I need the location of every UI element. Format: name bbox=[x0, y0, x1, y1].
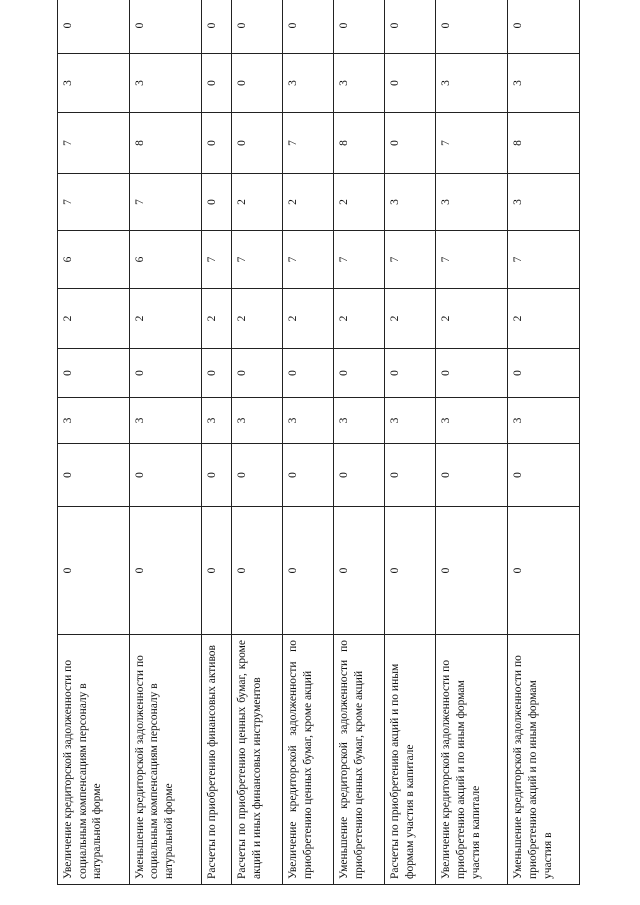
cell-value: 0 bbox=[58, 0, 130, 54]
cell-value: 7 bbox=[58, 174, 130, 231]
cell-value: 3 bbox=[201, 398, 231, 444]
cell-value: 0 bbox=[201, 349, 231, 398]
rotated-table-wrapper bbox=[57, 22, 580, 885]
cell-value: 7 bbox=[508, 231, 580, 289]
cell-value: 3 bbox=[58, 398, 130, 444]
cell-value: 3 bbox=[129, 398, 201, 444]
row-label: Расчеты по приобретению финансовых активов bbox=[201, 635, 231, 885]
cell-value: 0 bbox=[231, 0, 282, 54]
cell-value: 0 bbox=[508, 349, 580, 398]
cell-value: 0 bbox=[334, 0, 385, 54]
cell-value: 0 bbox=[58, 349, 130, 398]
cell-value: 2 bbox=[231, 174, 282, 231]
cell-value: 7 bbox=[231, 231, 282, 289]
cell-value: 0 bbox=[436, 444, 508, 507]
row-label: Уменьшение кредиторской задолженности по приобретению ценных бумаг, кроме акций bbox=[334, 635, 385, 885]
cell-value: 3 bbox=[508, 174, 580, 231]
cell-value: 0 bbox=[385, 54, 436, 113]
cell-value: 2 bbox=[283, 289, 334, 349]
cell-value: 0 bbox=[283, 507, 334, 635]
cell-value: 7 bbox=[283, 231, 334, 289]
table-row bbox=[129, 0, 201, 885]
cell-value: 0 bbox=[334, 507, 385, 635]
cell-value: 0 bbox=[201, 0, 231, 54]
cell-value: 0 bbox=[508, 444, 580, 507]
cell-value: 0 bbox=[385, 444, 436, 507]
cell-value: 7 bbox=[334, 231, 385, 289]
cell-value: 0 bbox=[508, 0, 580, 54]
cell-value: 6 bbox=[129, 231, 201, 289]
table-row bbox=[508, 0, 580, 885]
cell-value: 2 bbox=[436, 289, 508, 349]
cell-value: 0 bbox=[436, 0, 508, 54]
table-row bbox=[436, 0, 508, 885]
cell-value: 0 bbox=[334, 349, 385, 398]
cell-value: 0 bbox=[201, 174, 231, 231]
cell-value: 2 bbox=[334, 289, 385, 349]
cell-value: 8 bbox=[508, 113, 580, 174]
cell-value: 7 bbox=[283, 113, 334, 174]
cell-value: 7 bbox=[385, 231, 436, 289]
table-row bbox=[231, 0, 282, 885]
cell-value: 0 bbox=[385, 507, 436, 635]
cell-value: 3 bbox=[508, 54, 580, 113]
cell-value: 2 bbox=[508, 289, 580, 349]
cell-value: 2 bbox=[129, 289, 201, 349]
cell-value: 7 bbox=[436, 231, 508, 289]
cell-value: 7 bbox=[436, 113, 508, 174]
table-row bbox=[58, 0, 130, 885]
cell-value: 0 bbox=[129, 507, 201, 635]
cell-value: 0 bbox=[334, 444, 385, 507]
cell-value: 0 bbox=[231, 349, 282, 398]
cell-value: 0 bbox=[231, 113, 282, 174]
table-row bbox=[385, 0, 436, 885]
cell-value: 2 bbox=[58, 289, 130, 349]
cell-value: 0 bbox=[58, 507, 130, 635]
row-label: Увеличение кредиторской задолженности по социальным компенсациям персоналу в натуральной форме bbox=[58, 635, 130, 885]
row-label: Уменьшение кредиторской задолженности по приобретению акций и по иным формам участия в bbox=[508, 635, 580, 885]
cell-value: 0 bbox=[436, 507, 508, 635]
cell-value: 3 bbox=[385, 174, 436, 231]
cell-value: 0 bbox=[508, 507, 580, 635]
cell-value: 0 bbox=[201, 113, 231, 174]
cell-value: 0 bbox=[283, 0, 334, 54]
row-label: Увеличение кредиторской задолженности по приобретению акций и по иным формам участия в капитале bbox=[436, 635, 508, 885]
cell-value: 3 bbox=[129, 54, 201, 113]
cell-value: 6 bbox=[58, 231, 130, 289]
table-row bbox=[201, 0, 231, 885]
cell-value: 3 bbox=[385, 398, 436, 444]
cell-value: 3 bbox=[436, 398, 508, 444]
cell-value: 3 bbox=[436, 54, 508, 113]
cell-value: 3 bbox=[334, 398, 385, 444]
cell-value: 0 bbox=[58, 444, 130, 507]
row-label: Расчеты по приобретению ценных бумаг, кроме акций и иных финансовых инструментов bbox=[231, 635, 282, 885]
cell-value: 7 bbox=[129, 174, 201, 231]
cell-value: 3 bbox=[508, 398, 580, 444]
cell-value: 0 bbox=[129, 349, 201, 398]
cell-value: 3 bbox=[231, 398, 282, 444]
cell-value: 0 bbox=[129, 0, 201, 54]
cell-value: 0 bbox=[231, 54, 282, 113]
cell-value: 3 bbox=[436, 174, 508, 231]
cell-value: 0 bbox=[231, 507, 282, 635]
cell-value: 0 bbox=[385, 0, 436, 54]
row-label: Увеличение кредиторской задолженности по приобретению ценных бумаг, кроме акций bbox=[283, 635, 334, 885]
cell-value: 3 bbox=[58, 54, 130, 113]
cell-value: 2 bbox=[385, 289, 436, 349]
cell-value: 0 bbox=[201, 444, 231, 507]
table-row bbox=[283, 0, 334, 885]
cell-value: 0 bbox=[201, 54, 231, 113]
cell-value: 0 bbox=[436, 349, 508, 398]
cell-value: 2 bbox=[231, 289, 282, 349]
table-row bbox=[334, 0, 385, 885]
cell-value: 0 bbox=[385, 349, 436, 398]
cell-value: 3 bbox=[283, 54, 334, 113]
cell-value: 0 bbox=[201, 507, 231, 635]
cell-value: 2 bbox=[334, 174, 385, 231]
cell-value: 3 bbox=[334, 54, 385, 113]
cell-value: 2 bbox=[283, 174, 334, 231]
cell-value: 7 bbox=[58, 113, 130, 174]
cell-value: 0 bbox=[283, 349, 334, 398]
data-table bbox=[57, 0, 580, 885]
cell-value: 0 bbox=[231, 444, 282, 507]
cell-value: 0 bbox=[283, 444, 334, 507]
cell-value: 8 bbox=[334, 113, 385, 174]
row-label: Уменьшение кредиторской задолженности по социальным компенсациям персоналу в натуральной форме bbox=[129, 635, 201, 885]
row-label: Расчеты по приобретению акций и по иным формам участия в капитале bbox=[385, 635, 436, 885]
cell-value: 0 bbox=[129, 444, 201, 507]
cell-value: 0 bbox=[385, 113, 436, 174]
cell-value: 8 bbox=[129, 113, 201, 174]
cell-value: 2 bbox=[201, 289, 231, 349]
cell-value: 3 bbox=[283, 398, 334, 444]
cell-value: 7 bbox=[201, 231, 231, 289]
